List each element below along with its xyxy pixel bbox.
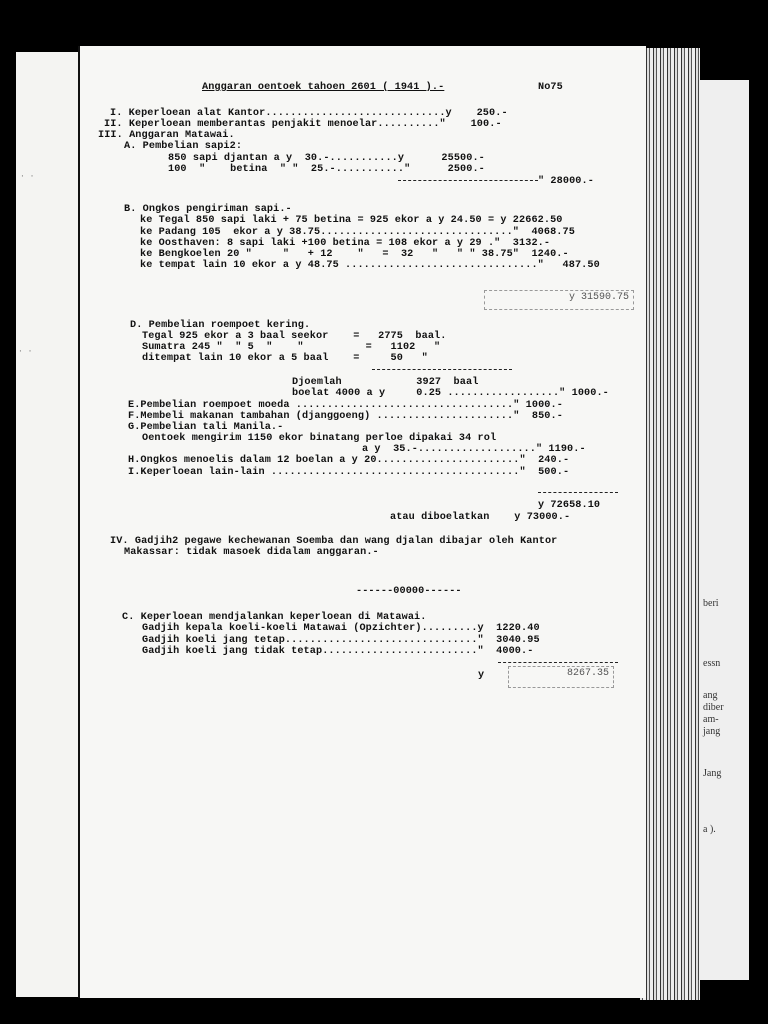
left-page-edge: · · · · xyxy=(16,52,88,997)
budget-line: ke Oosthaven: 8 sapi laki +100 betina = 108 ekor a y 29 ." 3132.- xyxy=(140,238,551,249)
sum-rule xyxy=(538,492,618,493)
budget-line: I.Keperloean lain-lain ........................................" 500.- xyxy=(128,467,570,478)
budget-line: ditempat lain 10 ekor a 5 baal = 50 " xyxy=(142,353,428,364)
budget-line: ke Tegal 850 sapi laki + 75 betina = 925 ekor a y 24.50 = y 22662.50 xyxy=(140,215,563,226)
back-fragment: beri xyxy=(703,598,719,609)
budget-line: Sumatra 245 " " 5 " " = 1102 " xyxy=(142,342,441,353)
budget-line: ke Padang 105 ekor a y 38.75..............................." 4068.75 xyxy=(140,227,575,238)
back-fragment: jang xyxy=(703,726,721,737)
back-fragment: ang xyxy=(703,690,718,701)
budget-line: Djoemlah 3927 baal xyxy=(292,377,479,388)
budget-line: ke Bengkoelen 20 " " + 12 " = 32 " " " 38.75" 1240.- xyxy=(140,249,569,260)
budget-line: IV. Gadjih2 pegawe kechewanan Soemba dan wang djalan dibajar oleh Kantor xyxy=(110,536,558,547)
budget-line: Gadjih koeli jang tidak tetap........................." 4000.- xyxy=(142,646,534,657)
document-page xyxy=(78,46,646,998)
back-fragment: diber xyxy=(703,702,724,713)
budget-line: Tegal 925 ekor a 3 baal seekor = 2775 baal. xyxy=(142,331,447,342)
subtotal-box: y 31590.75 xyxy=(484,290,634,310)
budget-line: atau diboelatkan y 73000.- xyxy=(390,512,571,523)
underlying-page xyxy=(698,80,749,980)
budget-line: Oentoek mengirim 1150 ekor binatang perloe dipakai 34 rol xyxy=(142,433,497,444)
budget-line: H.Ongkos menoelis dalam 12 boelan a y 20......................." 240.- xyxy=(128,455,570,466)
budget-line: " 28000.- xyxy=(538,176,594,187)
total-box: 8267.35 xyxy=(508,666,614,688)
budget-line: boelat 4000 a y 0.25 .................." 1000.- xyxy=(292,388,609,399)
document-ref-number: No75 xyxy=(538,82,563,93)
budget-line: Gadjih koeli jang tetap..............................." 3040.95 xyxy=(142,635,540,646)
budget-line: I. Keperloean alat Kantor.............................y 250.- xyxy=(110,108,508,119)
budget-line: Gadjih kepala koeli-koeli Matawai (Opzichter).........y 1220.40 xyxy=(142,623,540,634)
budget-line: III. Anggaran Matawai. xyxy=(98,130,235,141)
budget-line: A. Pembelian sapi2: xyxy=(124,141,243,152)
back-fragment: a ). xyxy=(703,824,716,835)
back-fragment: Jang xyxy=(703,768,722,779)
budget-line: 100 " betina " " 25.-..........." 2500.- xyxy=(168,164,485,175)
budget-line: y xyxy=(478,670,485,681)
budget-line: y 72658.10 xyxy=(538,500,601,511)
budget-line: II. Keperloean memberantas penjakit menoelar.........." 100.- xyxy=(104,119,502,130)
document-title: Anggaran oentoek tahoen 2601 ( 1941 ).- xyxy=(202,82,445,93)
budget-line: ke tempat lain 10 ekor a y 48.75 ..............................." 487.50 xyxy=(140,260,600,271)
page-stack-edge xyxy=(640,48,700,1000)
budget-line: 850 sapi djantan a y 30.-...........y 25500.- xyxy=(168,153,485,164)
budget-line: Makassar: tidak masoek didalam anggaran.- xyxy=(124,547,379,558)
budget-line: a y 35.-..................." 1190.- xyxy=(362,444,586,455)
budget-line: F.Membeli makanan tambahan (djanggoeng) ......................" 850.- xyxy=(128,411,563,422)
budget-line: C. Keperloean mendjalankan keperloean di Matawai. xyxy=(122,612,427,623)
budget-line: G.Pembelian tali Manila.- xyxy=(128,422,284,433)
sum-rule xyxy=(498,662,618,663)
sum-rule xyxy=(372,369,512,370)
back-fragment: essn xyxy=(703,658,721,669)
sum-rule xyxy=(398,180,538,181)
budget-line: B. Ongkos pengiriman sapi.- xyxy=(124,204,292,215)
budget-line: D. Pembelian roempoet kering. xyxy=(130,320,311,331)
back-fragment: am- xyxy=(703,714,719,725)
section-divider: ------00000------ xyxy=(356,586,462,597)
budget-line: E.Pembelian roempoet moeda ..................................." 1000.- xyxy=(128,400,563,411)
